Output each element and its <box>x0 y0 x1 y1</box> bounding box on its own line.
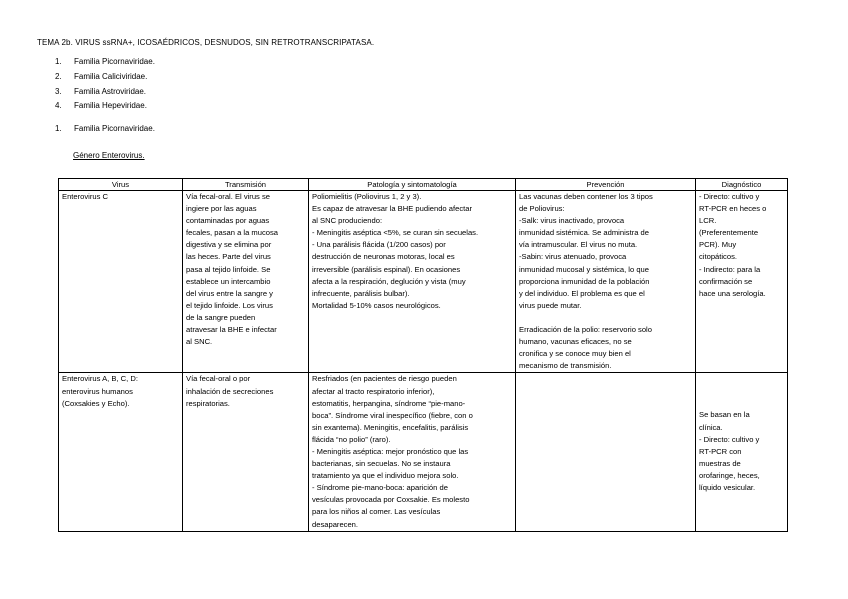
cell-text-line: destrucción de neuronas motoras, local es <box>312 252 455 262</box>
cell-text-line: - Directo: cultivo y <box>699 434 760 444</box>
cell-transmision <box>183 191 309 373</box>
section-heading <box>55 123 155 138</box>
cell-text-line: Mortalidad 5-10% casos neurológicos. <box>312 300 441 310</box>
cell-text-line: respiratorias. <box>186 398 230 408</box>
cell-text-line: virus puede mutar. <box>519 300 582 310</box>
cell-text-line: mecanismo de transmisión. <box>519 361 612 371</box>
document-title: TEMA 2b. VIRUS ssRNA+, ICOSAÉDRICOS, DESNUDOS, SIN RETROTRANSCRIPATASA. <box>37 38 375 47</box>
cell-text-line: de la sangre pueden <box>186 312 256 322</box>
cell-text-line: - Directo: cultivo y <box>699 192 760 201</box>
cell-text-line: ingiere por las aguas <box>186 204 257 214</box>
cell-text-line: inmunidad mucosal y sistémica, lo que <box>519 264 649 274</box>
cell-text-line: Las vacunas deben contener los 3 tipos <box>519 192 653 201</box>
cell-text-line: muestras de <box>699 458 741 468</box>
cell-text-line: digestiva y se elimina por <box>186 240 272 250</box>
cell-text-line: vesículas provocada por Coxsakie. Es molesto <box>312 495 470 505</box>
cell-text-line: al SNC produciendo: <box>312 216 383 226</box>
cell-transmision <box>183 373 309 531</box>
cell-text-line: (Preferentemente <box>699 228 759 238</box>
list-number: 1. <box>55 57 62 66</box>
cell-virus <box>59 373 183 531</box>
cell-text-line: -Salk: virus inactivado, provoca <box>519 216 625 226</box>
cell-text-line: -Sabin: virus atenuado, provoca <box>519 252 627 262</box>
cell-text-line: LCR. <box>699 216 717 226</box>
cell-text-line: - Síndrome pie-mano-boca: aparición de <box>312 483 448 493</box>
list-item <box>55 86 155 101</box>
cell-text-line: infrecuente, parálisis bulbar). <box>312 288 410 298</box>
cell-text-line: y del individuo. El problema es que el <box>519 288 645 298</box>
cell-text-line: - Meningitis aséptica <5%, se curan sin secuelas. <box>312 228 479 238</box>
list-label: Familia Picornaviridae. <box>74 57 155 66</box>
cell-text-line: RT-PCR con <box>699 446 742 456</box>
cell-text-line: Resfriados (en pacientes de riesgo pueden <box>312 374 457 384</box>
list-label: Familia Hepeviridae. <box>74 101 147 111</box>
list-item <box>55 71 155 86</box>
list-number: 4. <box>55 101 62 111</box>
table-row <box>59 191 788 373</box>
cell-text-line: inhalación de secreciones <box>186 386 274 396</box>
cell-text-line: Vía fecal-oral o por <box>186 374 251 384</box>
cell-text-line: fecales, pasan a la mucosa <box>186 228 279 238</box>
cell-text-line: del virus entre la sangre y <box>186 288 273 298</box>
cell-text-line: proporciona inmunidad de la población <box>519 276 650 286</box>
cell-text-line: atravesar la BHE e infectar <box>186 325 277 335</box>
cell-text-line: (Coxsakies y Echo). <box>62 398 130 408</box>
cell-diagnostico <box>696 373 788 531</box>
cell-text-line: establece un intercambio <box>186 276 271 286</box>
cell-text-line: las heces. Parte del virus <box>186 252 271 262</box>
enterovirus-table <box>58 178 788 532</box>
blank-line <box>519 312 692 324</box>
cell-prevencion <box>516 191 696 373</box>
header-cell: Prevención <box>516 179 696 191</box>
cell-text-line: PCR). Muy <box>699 240 737 250</box>
cell-text-line: confirmación se <box>699 276 753 286</box>
cell-virus <box>59 191 183 373</box>
cell-text-line: el tejido linfoide. Los virus <box>186 300 273 310</box>
list-label: Familia Caliciviridae. <box>74 71 148 81</box>
header-cell: Patología y sintomatología <box>309 179 516 191</box>
cell-text-line: contaminadas por aguas <box>186 216 270 226</box>
cell-text-line: desaparecen. <box>312 519 359 529</box>
cell-text-line: humano, vacunas eficaces, no se <box>519 337 632 347</box>
header-cell: Transmisión <box>183 179 309 191</box>
cell-text-line: Enterovirus C <box>62 192 109 201</box>
cell-text-line: para los niños al comer. Las vesículas <box>312 507 441 517</box>
cell-text-line: Se basan en la <box>699 410 750 420</box>
list-number: 1. <box>55 124 62 133</box>
cell-text-line: Poliomielitis (Poliovirus 1, 2 y 3). <box>312 192 422 201</box>
cell-text-line: pasa al tejido linfoide. Se <box>186 264 271 274</box>
cell-text-line: hace una serología. <box>699 288 766 298</box>
cell-text-line: bacterianas, sin secuelas. No se instaura <box>312 459 451 469</box>
cell-text-line: flácida “no polio” (raro). <box>312 434 391 444</box>
cell-text-line: Vía fecal-oral. El virus se <box>186 192 270 201</box>
cell-text-line: orofaringe, heces, <box>699 470 760 480</box>
list-item <box>55 56 155 71</box>
table-header-row <box>59 179 788 191</box>
cell-text-line: afectar al tracto respiratorio inferior), <box>312 386 435 396</box>
cell-text-line: Enterovirus A, B, C, D: <box>62 374 138 384</box>
cell-diagnostico <box>696 191 788 373</box>
cell-text-line: citopáticos. <box>699 252 737 262</box>
cell-patologia <box>309 373 516 531</box>
cell-text-line: tratamiento ya que el individuo mejora solo. <box>312 471 459 481</box>
cell-text-line: afecta a la respiración, deglución y vista (muy <box>312 276 466 286</box>
header-cell: Diagnóstico <box>696 179 788 191</box>
cell-text-line: - Meningitis aséptica: mejor pronóstico que las <box>312 446 469 456</box>
cell-text-line: - Indirecto: para la <box>699 264 761 274</box>
table-row <box>59 373 788 531</box>
cell-prevencion <box>516 373 696 531</box>
cell-text-line: cronifica y se conoce muy bien el <box>519 349 631 359</box>
cell-patologia <box>309 191 516 373</box>
list-number: 3. <box>55 86 62 96</box>
list-number: 2. <box>55 71 62 81</box>
family-list <box>55 56 155 115</box>
cell-text-line: enterovirus humanos <box>62 386 133 396</box>
cell-text-line: inmunidad sistémica. Se administra de <box>519 228 649 238</box>
cell-text-line: irreversible (parálisis espinal). En ocasiones <box>312 264 461 274</box>
cell-text-line: al SNC. <box>186 337 213 347</box>
cell-text-line: - Una parálisis flácida (1/200 casos) por <box>312 240 446 250</box>
list-item <box>55 100 155 115</box>
cell-text-line: de Poliovirus: <box>519 204 565 214</box>
cell-text-line: clínica. <box>699 422 723 432</box>
list-label: Familia Astroviridae. <box>74 86 147 96</box>
genus-heading: Género Enterovirus. <box>73 151 145 160</box>
list-item <box>55 123 155 138</box>
cell-text-line: estomatitis, herpangina, síndrome “pie-mano- <box>312 398 466 408</box>
cell-text-line: vía intramuscular. El virus no muta. <box>519 240 638 250</box>
cell-text-line: líquido vesicular. <box>699 482 756 492</box>
cell-text-line: RT-PCR en heces o <box>699 204 767 214</box>
cell-text-line: sin exantema). Meningitis, encefalitis, parálisis <box>312 422 469 432</box>
cell-text-line: boca”. Síndrome viral inespecífico (fiebre, con o <box>312 410 473 420</box>
cell-text-line: Es capaz de atravesar la BHE pudiendo afectar <box>312 204 472 214</box>
cell-text-line: Erradicación de la polio: reservorio solo <box>519 325 652 335</box>
header-cell: Virus <box>59 179 183 191</box>
list-label: Familia Picornaviridae. <box>74 124 155 133</box>
